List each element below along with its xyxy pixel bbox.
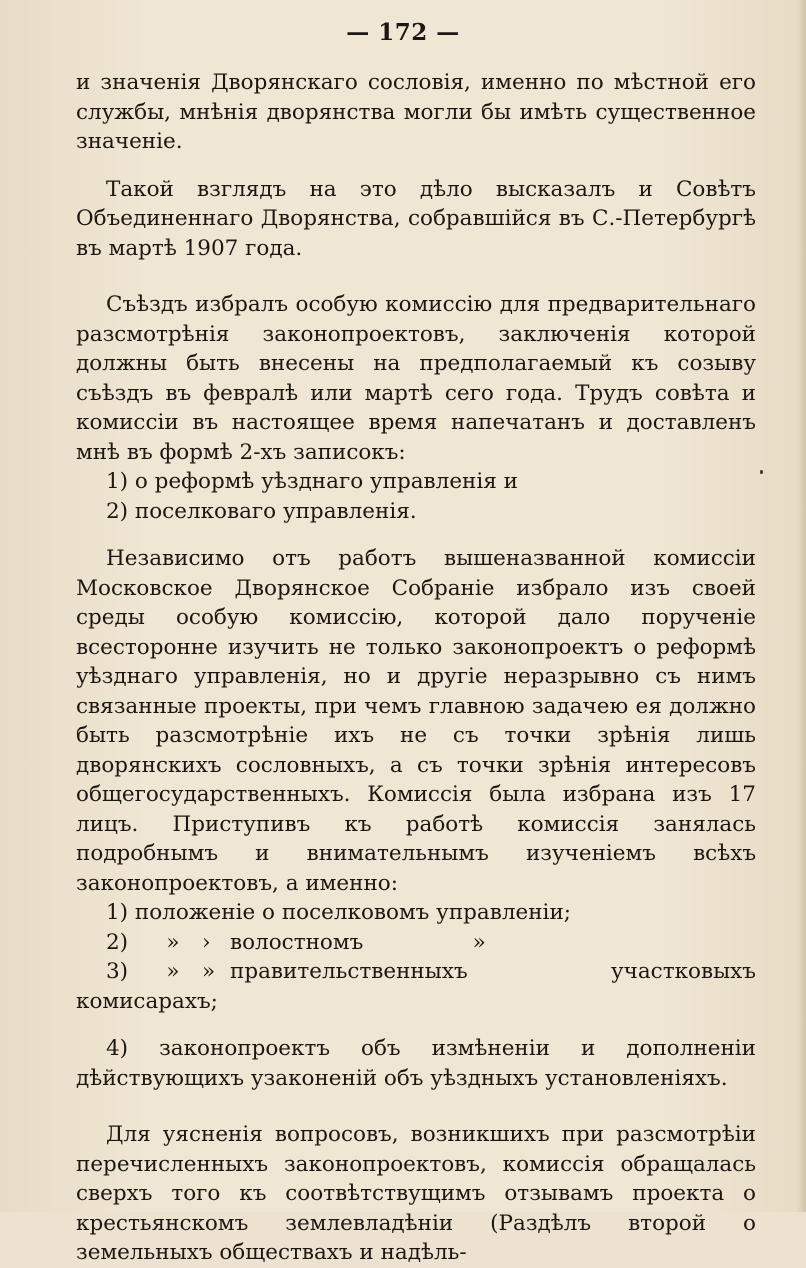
ditto-mark: » — [166, 929, 180, 955]
list-b-item-2-text: волостномъ — [230, 929, 364, 955]
paragraph-2: Такой взглядъ на это дѣло высказалъ и Совѣтъ Объединеннаго Дворянства, собравшійся въ С.-Петербургѣ въ мартѣ 1907 года. — [76, 176, 756, 261]
list-b-item-1: 1) положеніе о поселковомъ управленіи; — [106, 900, 572, 925]
list-b-item-4: 4) законопроектъ объ измѣненіи и дополненіи дѣйствующихъ узаконеній объ уѣздныхъ установленіяхъ. — [76, 1036, 756, 1091]
ditto-mark: › — [202, 929, 211, 955]
ditto-mark: » — [166, 959, 180, 984]
list-b-item-2-number: 2) — [106, 929, 129, 955]
list-a-item-2: 2) поселковаго управленія. — [106, 498, 417, 524]
list-b-item-3-text: правительственныхъ участковыхъ комисарахъ; — [76, 959, 756, 1014]
ditto-mark: » — [202, 959, 216, 984]
list-b-item-2 — [76, 928, 756, 958]
paragraph-1: и значенія Дворянскаго сословія, именно по мѣстной его службы, мнѣнія дворянства могли бы имѣть существенное значеніе. — [76, 70, 756, 154]
paragraph-3: Съѣздъ избралъ особую комиссію для предварительнаго разсмотрѣнія законопроектовъ, заключенія которой должны быть внесены на предполагаемый къ созыву съѣздъ въ февралѣ или мартѣ сего года. Трудъ совѣта и комиссіи въ настоящее время напечатанъ и доставленъ мнѣ въ формѣ 2-хъ записокъ: — [76, 292, 756, 465]
list-a-item-1: 1) о реформѣ уѣзднаго управленія и — [106, 469, 518, 494]
page-body — [76, 68, 756, 1268]
list-b-item-3-number: 3) — [106, 959, 129, 984]
ink-speck — [760, 470, 763, 474]
page-number: — 172 — — [346, 19, 460, 46]
list-b-item-3 — [76, 957, 756, 1016]
paragraph-5: Для уясненія вопросовъ, возникшихъ при разсмотрѣіи перечисленныхъ законопроектовъ, комиссія обращалась сверхъ того къ соотвѣтствущимъ отзывамъ проекта о крестьянскомъ землевладѣніи (Раздѣлъ второй о земельныхъ обществахъ и надѣль- — [76, 1122, 756, 1265]
ditto-mark: » — [472, 929, 486, 955]
paragraph-4: Независимо отъ работъ вышеназванной комиссіи Московское Дворянское Собраніе избрало изъ своей среды особую комиссію, которой дало порученіе всесторонне изучить не только законопроектъ о реформѣ уѣзднаго управленія, но и другіе неразрывно съ нимъ связанные проекты, при чемъ главною задачею ея должно быть разсмотрѣніе ихъ не съ точки зрѣнія лишь дворянскихъ сословныхъ, а съ точки зрѣнія интересовъ общегосударственныхъ. Комиссія была избрана изъ 17 лицъ. Приступивъ къ работѣ комиссія занялась подробнымъ и внимательнымъ изученіемъ всѣхъ законопроектовъ, а именно: — [76, 546, 756, 896]
page-edge-shadow — [796, 0, 806, 1212]
